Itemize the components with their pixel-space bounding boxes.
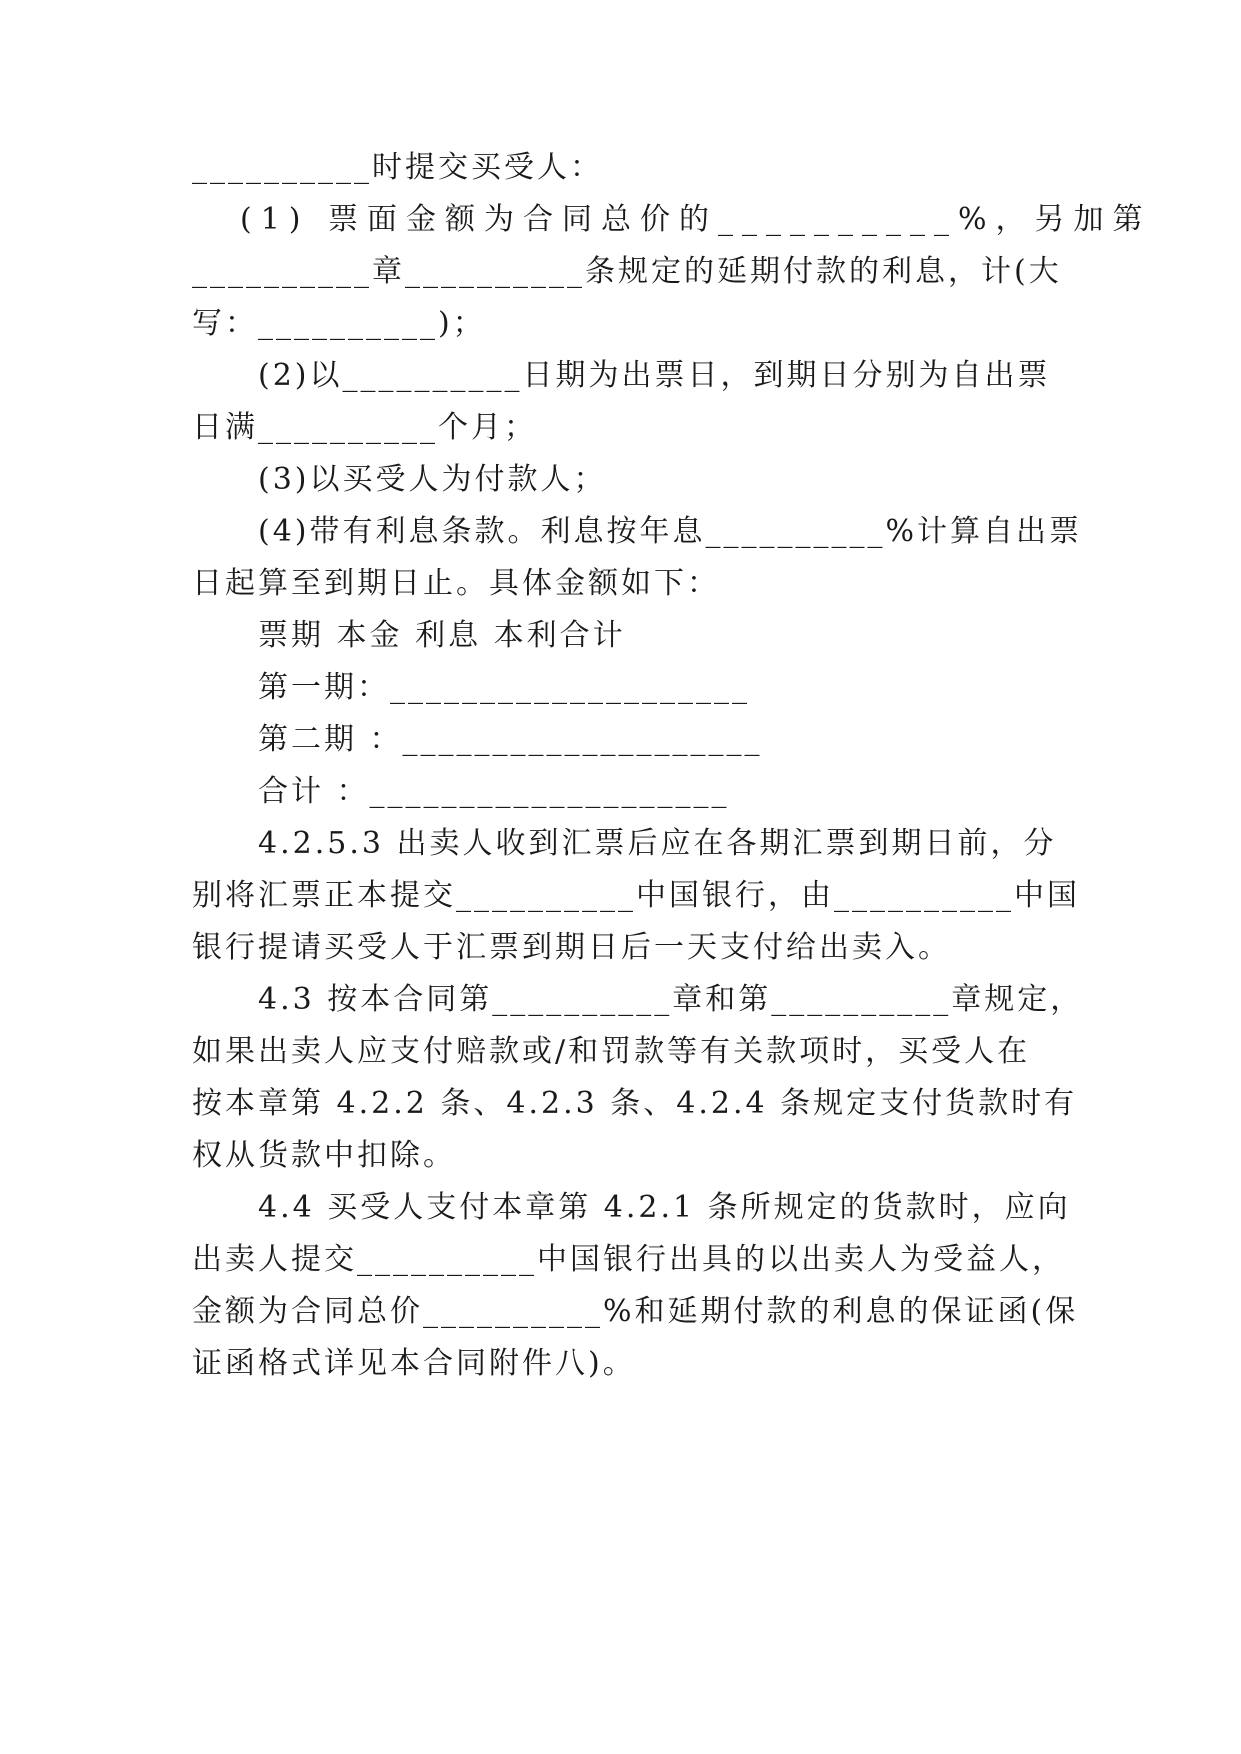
text-line: 金额为合同总价__________%和延期付款的利息的保证函(保: [192, 1294, 1079, 1329]
text-line: 4.3 按本合同第__________章和第__________章规定，: [258, 982, 1084, 1017]
text-line: 合计 ：____________________: [258, 774, 730, 809]
text-line: (1) 票面金额为合同总价的__________%，另加第: [240, 202, 1152, 237]
text-line: (4)带有利息条款。利息按年息__________%计算自出票: [258, 514, 1083, 549]
text-line: 出卖人提交__________中国银行出具的以出卖人为受益人，: [192, 1242, 1065, 1277]
text-line: 如果出卖人应支付赔款或/和罚款等有关款项时，买受人在: [192, 1034, 1031, 1069]
text-line: (3)以买受人为付款人；: [258, 462, 607, 497]
text-line: 权从货款中扣除。: [192, 1138, 456, 1173]
text-line: 4.4 买受人支付本章第 4.2.1 条所规定的货款时，应向: [258, 1190, 1071, 1225]
table-header-line: 票期 本金 利息 本利合计: [258, 618, 626, 653]
text-line: 写：__________)；: [192, 306, 486, 341]
text-line: 4.2.5.3 出卖人收到汇票后应在各期汇票到期日前，分: [258, 826, 1057, 861]
text-line: 按本章第 4.2.2 条、4.2.3 条、4.2.4 条规定支付货款时有: [192, 1086, 1078, 1121]
text-line: 日起算至到期日止。具体金额如下：: [192, 566, 720, 601]
text-line: 证函格式详见本合同附件八)。: [192, 1346, 636, 1381]
text-line: 日满__________个月；: [192, 410, 537, 445]
text-line: 别将汇票正本提交__________中国银行，由__________中国: [192, 878, 1080, 913]
text-line: 银行提请买受人于汇票到期日后一天支付给出卖入。: [192, 930, 951, 965]
text-line: __________章__________条规定的延期付款的利息，计(大: [192, 254, 1062, 289]
text-line: 第二期 ：____________________: [258, 722, 763, 757]
text-line: (2)以__________日期为出票日，到期日分别为自出票: [258, 358, 1051, 393]
text-line: __________时提交买受人：: [192, 150, 603, 185]
text-line: 第一期：____________________: [258, 670, 750, 705]
